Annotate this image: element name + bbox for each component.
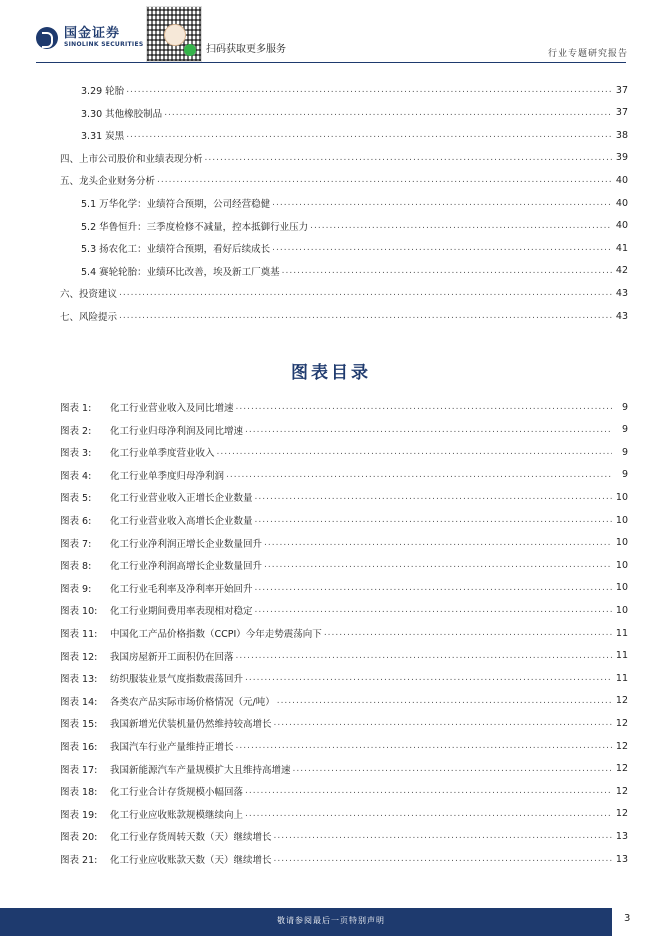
entry-label: 5.4 赛轮轮胎：业绩环比改善，埃及新工厂奠基 <box>81 266 280 278</box>
entry-label: 化工行业单季度营业收入 <box>110 448 215 460</box>
entry-label: 中国化工产品价格指数（CCPI）今年走势震荡向下 <box>110 629 322 640</box>
figure-item[interactable] <box>60 761 628 777</box>
page-ref: 12 <box>615 785 628 797</box>
qr-center-logo-icon <box>164 24 186 46</box>
toc-item[interactable] <box>81 263 628 279</box>
wechat-badge-icon <box>184 44 196 56</box>
dot-leader <box>255 492 612 502</box>
page-ref: 9 <box>621 401 628 413</box>
figure-number: 图表 20: <box>60 832 98 844</box>
figure-item[interactable] <box>60 580 628 596</box>
figure-item[interactable] <box>60 715 628 731</box>
figure-item[interactable] <box>60 467 628 483</box>
page-ref: 12 <box>615 695 628 707</box>
dot-leader <box>226 470 612 480</box>
figure-item[interactable] <box>60 535 628 551</box>
page-ref: 9 <box>621 424 628 436</box>
dot-leader <box>245 809 612 819</box>
figure-item[interactable] <box>60 648 628 664</box>
dot-leader <box>119 288 612 298</box>
page-ref: 9 <box>621 469 628 481</box>
page-ref: 41 <box>615 242 628 254</box>
dot-leader <box>324 628 612 638</box>
entry-label: 纺织服装业景气度指数震荡回升 <box>110 674 244 686</box>
figure-number: 图表 5: <box>60 493 92 505</box>
figure-number: 图表 15: <box>60 719 98 731</box>
page-ref: 12 <box>615 763 628 775</box>
page-ref: 13 <box>615 830 628 842</box>
figure-item[interactable] <box>60 738 628 754</box>
page-ref: 40 <box>615 197 628 209</box>
toc-item[interactable] <box>60 308 628 324</box>
figure-number: 图表 8: <box>60 561 92 573</box>
entry-label: 化工行业应收账款天数（天）继续增长 <box>110 855 272 866</box>
page-ref: 12 <box>615 808 628 820</box>
dot-leader <box>310 221 612 231</box>
dot-leader <box>264 538 612 548</box>
figure-number: 图表 9: <box>60 583 92 595</box>
page-ref: 12 <box>615 717 628 729</box>
entry-label: 六、投资建议 <box>60 289 118 301</box>
dot-leader <box>293 764 612 774</box>
entry-label: 化工行业应收账款规模继续向上 <box>110 809 244 821</box>
dot-leader <box>245 425 612 435</box>
page-ref: 40 <box>615 220 628 232</box>
entry-label: 七、风险提示 <box>60 312 118 323</box>
page-ref: 43 <box>615 287 628 299</box>
logo-icon <box>36 27 58 49</box>
entry-label: 3.31 炭黑 <box>81 131 125 143</box>
dot-leader <box>274 831 612 841</box>
toc-item[interactable] <box>81 218 628 234</box>
figure-item[interactable] <box>60 557 628 573</box>
figure-number: 图表 10: <box>60 606 98 618</box>
dot-leader <box>205 153 612 163</box>
dot-leader <box>126 85 612 95</box>
dot-leader <box>277 696 612 706</box>
page-ref: 10 <box>615 582 628 594</box>
entry-label: 化工行业单季度归母净利润 <box>110 470 225 482</box>
figure-item[interactable] <box>60 625 628 641</box>
toc-item[interactable] <box>81 195 628 211</box>
figure-number: 图表 13: <box>60 674 98 686</box>
entry-label: 化工行业营业收入正增长企业数量 <box>110 493 253 505</box>
dot-leader <box>274 854 612 864</box>
logo-name-en: SINOLINK SECURITIES <box>64 41 144 48</box>
entry-label: 化工行业营业收入及同比增速 <box>110 403 234 414</box>
figure-item[interactable] <box>60 828 628 844</box>
toc-item[interactable] <box>81 82 628 98</box>
page-ref: 43 <box>615 310 628 322</box>
qr-code[interactable] <box>146 6 202 62</box>
figure-item[interactable] <box>60 783 628 799</box>
figure-item[interactable] <box>60 489 628 505</box>
entry-label: 3.29 轮胎 <box>81 86 125 97</box>
entry-label: 五、龙头企业财务分析 <box>60 176 156 188</box>
figure-item[interactable] <box>60 806 628 822</box>
entry-label: 化工行业毛利率及净利率开始回升 <box>110 583 253 595</box>
figure-number: 图表 14: <box>60 696 98 708</box>
dot-leader <box>272 243 612 253</box>
logo-name-cn: 国金证券 <box>64 26 121 41</box>
entry-label: 化工行业期间费用率表现相对稳定 <box>110 606 253 618</box>
figure-number: 图表 1: <box>60 403 92 414</box>
header-divider <box>36 62 626 63</box>
dot-leader <box>164 108 612 118</box>
figure-item[interactable] <box>60 602 628 618</box>
page-ref: 10 <box>615 604 628 616</box>
figure-number: 图表 19: <box>60 809 98 821</box>
entry-label: 化工行业归母净利润及同比增速 <box>110 425 244 437</box>
figure-number: 图表 7: <box>60 538 92 550</box>
entry-label: 化工行业合计存货规模小幅回落 <box>110 787 244 799</box>
page-ref: 11 <box>615 650 628 662</box>
figure-number: 图表 2: <box>60 425 92 437</box>
page-ref: 9 <box>621 446 628 458</box>
page-ref: 37 <box>615 107 628 119</box>
figure-number: 图表 21: <box>60 855 98 866</box>
entry-label: 我国新增光伏装机量仍然维持较高增长 <box>110 719 272 731</box>
entry-label: 各类农产品实际市场价格情况（元/吨） <box>110 696 275 708</box>
entry-label: 四、上市公司股价和业绩表现分析 <box>60 153 203 165</box>
page-footer <box>0 908 662 936</box>
toc-item[interactable] <box>60 150 628 166</box>
page-ref: 40 <box>615 174 628 186</box>
toc-item[interactable] <box>81 127 628 143</box>
dot-leader <box>245 673 612 683</box>
dot-leader <box>274 718 612 728</box>
report-type: 行业专题研究报告 <box>547 49 628 59</box>
dot-leader <box>255 605 612 615</box>
figure-item[interactable] <box>60 399 628 415</box>
dot-leader <box>255 583 612 593</box>
dot-leader <box>245 786 612 796</box>
page-ref: 12 <box>615 740 628 752</box>
figure-number: 图表 12: <box>60 651 98 663</box>
figure-number: 图表 3: <box>60 448 92 460</box>
page-ref: 10 <box>615 537 628 549</box>
figure-number: 图表 18: <box>60 787 98 799</box>
dot-leader <box>236 651 612 661</box>
figure-item[interactable] <box>60 444 628 460</box>
figure-number: 图表 17: <box>60 764 98 776</box>
dot-leader <box>264 560 612 570</box>
figure-item[interactable] <box>60 670 628 686</box>
entry-label: 5.1 万华化学：业绩符合预期，公司经营稳健 <box>81 199 271 210</box>
page-ref: 13 <box>615 853 628 865</box>
entry-label: 我国房屋新开工面积仍在回落 <box>110 651 234 663</box>
page-ref: 39 <box>615 152 628 164</box>
toc-item[interactable] <box>81 105 628 121</box>
dot-leader <box>236 741 612 751</box>
entry-label: 5.2 华鲁恒升：三季度检修不减量，控本抵御行业压力 <box>81 221 309 233</box>
entry-label: 3.30 其他橡胶制品 <box>81 108 163 120</box>
toc-item[interactable] <box>60 285 628 301</box>
page-ref: 11 <box>615 672 628 684</box>
dot-leader <box>217 447 612 457</box>
page-ref: 38 <box>615 129 628 141</box>
entry-label: 化工行业净利润正增长企业数量回升 <box>110 538 263 550</box>
toc-item[interactable] <box>81 240 628 256</box>
entry-label: 我国新能源汽车产量规模扩大且维持高增速 <box>110 764 291 776</box>
figure-item[interactable] <box>60 512 628 528</box>
figure-item[interactable] <box>60 693 628 709</box>
entry-label: 化工行业净利润高增长企业数量回升 <box>110 561 263 573</box>
footer-disclaimer: 敬请参阅最后一页特别声明 <box>277 916 385 925</box>
figure-number: 图表 11: <box>60 629 98 640</box>
page-number-box <box>612 908 662 936</box>
entry-label: 化工行业存货周转天数（天）继续增长 <box>110 832 272 844</box>
dot-leader <box>236 402 612 412</box>
page-ref: 37 <box>615 84 628 96</box>
dot-leader <box>126 130 612 140</box>
figure-item[interactable] <box>60 851 628 867</box>
dot-leader <box>272 198 612 208</box>
figure-number: 图表 4: <box>60 470 92 482</box>
figures-title: 图表目录 <box>291 363 371 383</box>
page-number: 3 <box>624 913 631 924</box>
page-ref: 11 <box>615 627 628 639</box>
figure-item[interactable] <box>60 422 628 438</box>
page-ref: 10 <box>615 491 628 503</box>
figure-number: 图表 6: <box>60 516 92 527</box>
page-header <box>0 0 662 62</box>
figure-number: 图表 16: <box>60 742 98 753</box>
dot-leader <box>119 311 612 321</box>
entry-label: 5.3 扬农化工：业绩符合预期，看好后续成长 <box>81 244 271 256</box>
entry-label: 化工行业营业收入高增长企业数量 <box>110 516 253 527</box>
company-logo <box>36 27 143 49</box>
dot-leader <box>157 175 612 185</box>
toc-item[interactable] <box>60 172 628 188</box>
entry-label: 我国汽车行业产量维持正增长 <box>110 742 234 753</box>
dot-leader <box>282 266 612 276</box>
page-ref: 42 <box>615 265 628 277</box>
page-ref: 10 <box>615 514 628 526</box>
dot-leader <box>255 515 612 525</box>
page-ref: 10 <box>615 559 628 571</box>
scan-prompt: 扫码获取更多服务 <box>206 44 286 55</box>
